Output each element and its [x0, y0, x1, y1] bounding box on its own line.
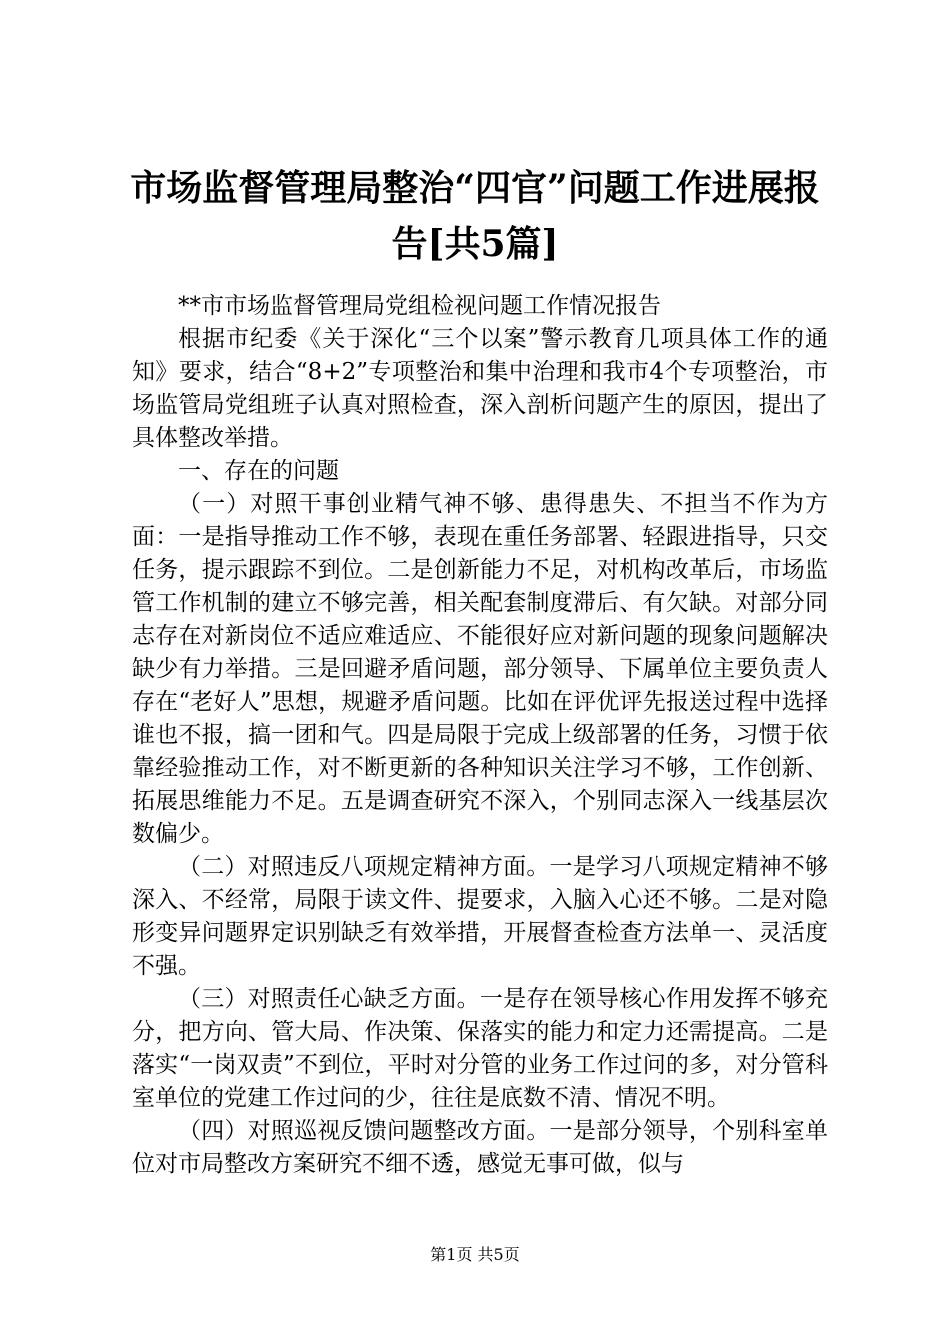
paragraph-item-3: （三）对照责任心缺乏方面。一是存在领导核心作用发挥不够充分，把方向、管大局、作决策、保落实的能力和定力还需提高。二是落实“一岗双责”不到位，平时对分管的业务工作过问的多，对分管科室单位的党建工作过问的少，往往是底数不清、情况不明。 — [132, 986, 828, 1111]
paragraph-item-1: （一）对照干事创业精气神不够、患得患失、不担当不作为方面：一是指导推动工作不够，表现在重任务部署、轻跟进指导，只交任务，提示跟踪不到位。二是创新能力不足，对机构改革后，市场监管工作机制的建立不够完善，相关配套制度滞后、有欠缺。对部分同志存在对新岗位不适应难适应、不能很好应对新问题的现象问题解决缺少有力举措。三是回避矛盾问题，部分领导、下属单位主要负责人存在“老好人”思想，规避矛盾问题。比如在评优评先报送过程中选择谁也不报，搞一团和气。四是局限于完成上级部署的任务，习惯于依靠经验推动工作，对不断更新的各种知识关注学习不够，工作创新、拓展思维能力不足。五是调查研究不深入，个别同志深入一线基层次数偏少。 — [132, 491, 828, 847]
paragraph-item-4: （四）对照巡视反馈问题整改方面。一是部分领导，个别科室单位对市局整改方案研究不细不透，感觉无事可做，似与 — [132, 1118, 828, 1177]
document-body — [132, 290, 828, 1181]
document-title: 市场监督管理局整治“四官”问题工作进展报告[共5篇] — [130, 167, 820, 265]
document-subtitle: **市市场监督管理局党组检视问题工作情况报告 — [178, 293, 661, 319]
page-footer: 第1页 共5页 — [430, 1245, 520, 1264]
paragraph-item-2: （二）对照违反八项规定精神方面。一是学习八项规定精神不够深入、不经常，局限于读文件、提要求，入脑入心还不够。二是对隐形变异问题界定识别缺乏有效举措，开展督查检查方法单一、灵活度不强。 — [132, 854, 828, 979]
paragraph-intro: 根据市纪委《关于深化“三个以案”警示教育几项具体工作的通知》要求，结合“8+2”专项整治和集中治理和我市4个专项整治，市场监管局党组班子认真对照检查，深入剖析问题产生的原因，提出了具体整改举措。 — [132, 326, 828, 451]
section-heading-problems: 一、存在的问题 — [178, 458, 339, 484]
